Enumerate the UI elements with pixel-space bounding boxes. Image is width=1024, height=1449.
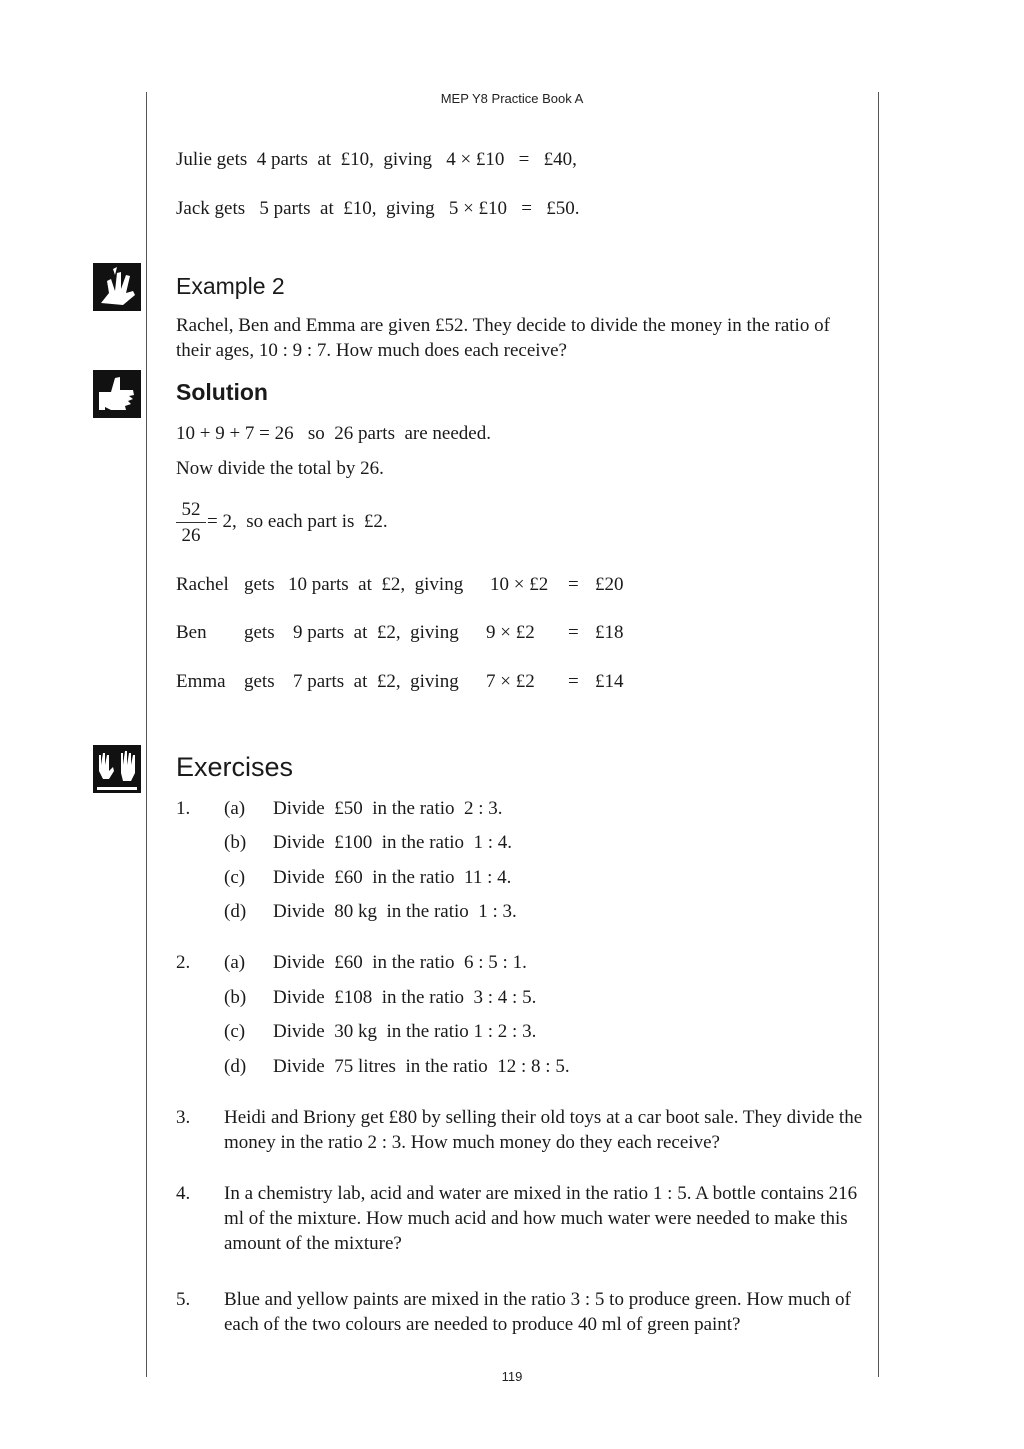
fraction-result: = 2, so each part is £2. [207,511,388,532]
row-parts: 10 parts at £2, giving [288,574,464,595]
part-label: (a) [224,952,246,973]
part-text: Divide £100 in the ratio 1 : 4. [273,832,513,853]
part-label: (d) [224,1056,247,1077]
right-margin-rule [878,92,879,1377]
continuation-line-jack: Jack gets 5 parts at £10, giving 5 × £10 = £50. [176,198,580,219]
fraction-numerator: 52 [176,498,206,523]
row-calc: 7 × £2 [486,671,535,692]
page-header: MEP Y8 Practice Book A [440,91,584,106]
part-label: (a) [224,798,246,819]
fraction-denominator: 26 [181,525,201,546]
row-name: Rachel [176,574,229,595]
row-calc: 10 × £2 [490,574,549,595]
part-text: Divide 30 kg in the ratio 1 : 2 : 3. [273,1021,537,1042]
solution-heading: Solution [176,379,268,405]
question-number: 4. [176,1183,191,1204]
question-number: 1. [176,798,191,819]
fraction [176,498,206,549]
solution-thumbs-up-icon [93,370,141,418]
part-label: (b) [224,987,247,1008]
example-hand-icon [93,263,141,311]
part-label: (d) [224,901,247,922]
continuation-line-julie: Julie gets 4 parts at £10, giving 4 × £10 = £40, [176,149,577,170]
row-parts: 7 parts at £2, giving [293,671,459,692]
solution-line-parts: 10 + 9 + 7 = 26 so 26 parts are needed. [176,423,491,444]
question-number: 2. [176,952,191,973]
row-calc: 9 × £2 [486,622,535,643]
page-number: 119 [501,1369,523,1384]
question-text: In a chemistry lab, acid and water are mixed in the ratio 1 : 5. A bottle contains 216 ml of the mixture. How much acid and how much water were needed to make this amount of the mixture? [224,1183,858,1254]
row-name: Ben [176,622,207,643]
row-result: £14 [595,671,624,692]
part-text: Divide 75 litres in the ratio 12 : 8 : 5. [273,1056,570,1077]
row-equals: = [568,622,579,643]
question-number: 5. [176,1289,191,1310]
exercises-hands-icon [93,745,141,793]
row-parts: 9 parts at £2, giving [293,622,459,643]
row-equals: = [568,574,579,595]
row-result: £20 [595,574,624,595]
left-margin-rule [146,92,147,1377]
part-text: Divide £108 in the ratio 3 : 4 : 5. [273,987,537,1008]
part-text: Divide £50 in the ratio 2 : 3. [273,798,503,819]
example-heading: Example 2 [176,273,285,299]
row-gets: gets [244,574,275,595]
example-question: Rachel, Ben and Emma are given £52. They decide to divide the money in the ratio of their ages, 10 : 9 : 7. How much does each receive? [176,315,830,361]
row-gets: gets [244,622,275,643]
question-number: 3. [176,1107,191,1128]
exercises-heading: Exercises [176,752,294,782]
part-text: Divide £60 in the ratio 11 : 4. [273,867,512,888]
row-name: Emma [176,671,226,692]
part-label: (b) [224,832,247,853]
question-text: Blue and yellow paints are mixed in the ratio 3 : 5 to produce green. How much of each of the two colours are needed to produce 40 ml of green paint? [224,1289,851,1335]
row-gets: gets [244,671,275,692]
solution-line-divide: Now divide the total by 26. [176,458,384,479]
row-equals: = [568,671,579,692]
part-label: (c) [224,867,246,888]
part-text: Divide £60 in the ratio 6 : 5 : 1. [273,952,527,973]
part-label: (c) [224,1021,246,1042]
question-text: Heidi and Briony get £80 by selling their old toys at a car boot sale. They divide the money in the ratio 2 : 3. How much money do they each receive? [224,1107,863,1153]
part-text: Divide 80 kg in the ratio 1 : 3. [273,901,517,922]
row-result: £18 [595,622,624,643]
